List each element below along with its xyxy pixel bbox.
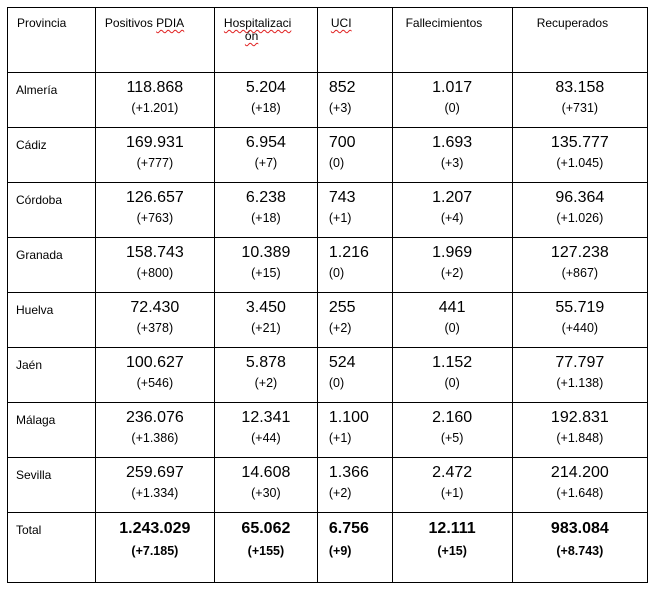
value: 852 [328,79,356,96]
daily-change: (+1) [328,431,352,445]
provincia-cell: Huelva [8,293,96,348]
recuperados-cell [512,183,647,238]
uci-cell [317,73,392,128]
positivos-cell [95,513,214,583]
daily-change: (0) [328,266,345,280]
hospitalizacion-cell [214,238,317,293]
daily-change: (+15) [251,266,281,280]
daily-change: (0) [444,321,460,335]
header-label [215,17,317,43]
positivos-cell [95,238,214,293]
value: 100.627 [125,354,184,371]
uci-cell [317,513,392,583]
value: 77.797 [555,354,605,371]
daily-change: (+378) [136,321,174,335]
recuperados-cell [512,348,647,403]
fallecimientos-cell [392,183,512,238]
value: 1.366 [328,464,369,481]
daily-change: (+546) [136,376,174,390]
daily-change: (+3) [328,101,352,115]
header-row [8,8,648,73]
daily-change: (+1.848) [556,431,604,445]
value: 127.238 [550,244,609,261]
value: 1.216 [328,244,369,261]
recuperados-cell [512,293,647,348]
provincia-cell: Granada [8,238,96,293]
hospitalizacion-cell [214,128,317,183]
header-label [96,17,214,30]
hospitalizacion-cell [214,458,317,513]
provincia-cell: Málaga [8,403,96,458]
recuperados-cell [512,513,647,583]
hospitalizacion-cell [214,348,317,403]
header-recuperados [512,8,647,73]
fallecimientos-cell [392,458,512,513]
value: 5.204 [245,79,286,96]
value: 55.719 [555,299,605,316]
value: 14.608 [241,464,291,481]
uci-cell [317,348,392,403]
table-row [8,73,648,128]
fallecimientos-cell [392,238,512,293]
table-row [8,348,648,403]
daily-change: (+731) [561,101,599,115]
daily-change: (+3) [440,156,464,170]
daily-change: (+18) [251,101,281,115]
fallecimientos-cell [392,403,512,458]
daily-change: (+1.138) [556,376,604,390]
value: 192.831 [550,409,609,426]
daily-change: (+21) [251,321,281,335]
header-label: Fallecimientos [405,16,483,30]
value: 118.868 [126,79,184,96]
value: 3.450 [245,299,286,316]
hospitalizacion-cell [214,513,317,583]
value: 255 [328,299,356,316]
value: 743 [328,189,356,206]
header-label-part: UCI [330,16,352,30]
value: 135.777 [550,134,609,151]
daily-change: (+155) [247,544,285,558]
provincia-cell: Sevilla [8,458,96,513]
header-provincia [8,8,96,73]
header-hospitalizacion [214,8,317,73]
provincia-cell: Almería [8,73,96,128]
value: 158.743 [125,244,184,261]
positivos-cell [95,348,214,403]
daily-change: (+1.026) [556,211,604,225]
value: 12.341 [241,409,291,426]
recuperados-cell [512,403,647,458]
value: 6.954 [245,134,286,151]
positivos-cell [95,183,214,238]
value: 1.969 [432,244,473,261]
daily-change: (0) [328,156,345,170]
hospitalizacion-cell [214,293,317,348]
header-label: Recuperados [536,16,609,30]
value: 259.697 [125,464,184,481]
value: 10.389 [241,244,291,261]
positivos-cell [95,458,214,513]
recuperados-cell [512,128,647,183]
table-row [8,183,648,238]
uci-cell [317,128,392,183]
value: 83.158 [555,79,605,96]
daily-change: (+30) [251,486,281,500]
header-label-part: Hospitalizaci [223,16,292,30]
table-row [8,128,648,183]
positivos-cell [95,73,214,128]
header-label-part: Positivos [104,16,157,30]
daily-change: (+4) [440,211,464,225]
daily-change: (+1.045) [556,156,604,170]
daily-change: (+1) [440,486,464,500]
value: 524 [328,354,356,371]
table-row [8,238,648,293]
daily-change: (0) [328,376,345,390]
value: 1.693 [432,134,473,151]
header-fallecimientos [392,8,512,73]
provincia-cell: Total [8,513,96,583]
daily-change: (+867) [561,266,599,280]
daily-change: (+1) [328,211,352,225]
total-row [8,513,648,583]
value: 6.238 [245,189,286,206]
table-row [8,458,648,513]
value: 169.931 [125,134,184,151]
value: 2.160 [432,409,473,426]
uci-cell [317,293,392,348]
daily-change: (+9) [328,544,352,558]
covid-andalucia-table [7,7,648,583]
header-label-part: ón [244,29,259,43]
daily-change: (+2) [328,321,352,335]
daily-change: (+777) [136,156,174,170]
daily-change: (+2) [328,486,352,500]
value: 72.430 [130,299,180,316]
value: 236.076 [125,409,184,426]
table-row [8,403,648,458]
uci-cell [317,238,392,293]
fallecimientos-cell [392,128,512,183]
daily-change: (+15) [437,544,467,558]
recuperados-cell [512,238,647,293]
value: 65.062 [241,520,291,537]
fallecimientos-cell [392,348,512,403]
value: 1.100 [328,409,369,426]
hospitalizacion-cell [214,183,317,238]
daily-change: (+800) [136,266,174,280]
hospitalizacion-cell [214,403,317,458]
provincia-cell: Córdoba [8,183,96,238]
header-label: Provincia [17,16,67,30]
provincia-cell: Jaén [8,348,96,403]
daily-change: (+7) [254,156,278,170]
daily-change: (+2) [440,266,464,280]
recuperados-cell [512,73,647,128]
fallecimientos-cell [392,513,512,583]
positivos-cell [95,403,214,458]
fallecimientos-cell [392,73,512,128]
positivos-cell [95,293,214,348]
daily-change: (+5) [440,431,464,445]
daily-change: (+763) [136,211,174,225]
header-label-part: PDIA [156,16,185,30]
uci-cell [317,183,392,238]
header-uci [317,8,392,73]
provincia-cell: Cádiz [8,128,96,183]
value: 983.084 [550,520,609,537]
value: 214.200 [550,464,609,481]
table-row [8,293,648,348]
fallecimientos-cell [392,293,512,348]
value: 126.657 [125,189,184,206]
daily-change: (+1.334) [131,486,179,500]
positivos-cell [95,128,214,183]
daily-change: (+1.386) [131,431,179,445]
value: 12.111 [428,520,476,537]
daily-change: (+7.185) [131,544,179,558]
daily-change: (+1.648) [556,486,604,500]
header-positivos [95,8,214,73]
value: 5.878 [245,354,286,371]
daily-change: (+18) [251,211,281,225]
daily-change: (+1.201) [131,101,179,115]
value: 700 [328,134,356,151]
value: 441 [438,299,466,316]
daily-change: (+44) [251,431,281,445]
value: 1.152 [432,354,473,371]
daily-change: (+8.743) [556,544,604,558]
value: 6.756 [328,520,369,537]
daily-change: (+2) [254,376,278,390]
header-label [318,17,392,30]
hospitalizacion-cell [214,73,317,128]
recuperados-cell [512,458,647,513]
value: 2.472 [432,464,473,481]
daily-change: (+440) [561,321,599,335]
uci-cell [317,403,392,458]
daily-change: (0) [444,101,460,115]
value: 1.017 [432,79,473,96]
value: 96.364 [555,189,605,206]
daily-change: (0) [444,376,460,390]
value: 1.207 [432,189,473,206]
value: 1.243.029 [119,520,191,537]
uci-cell [317,458,392,513]
